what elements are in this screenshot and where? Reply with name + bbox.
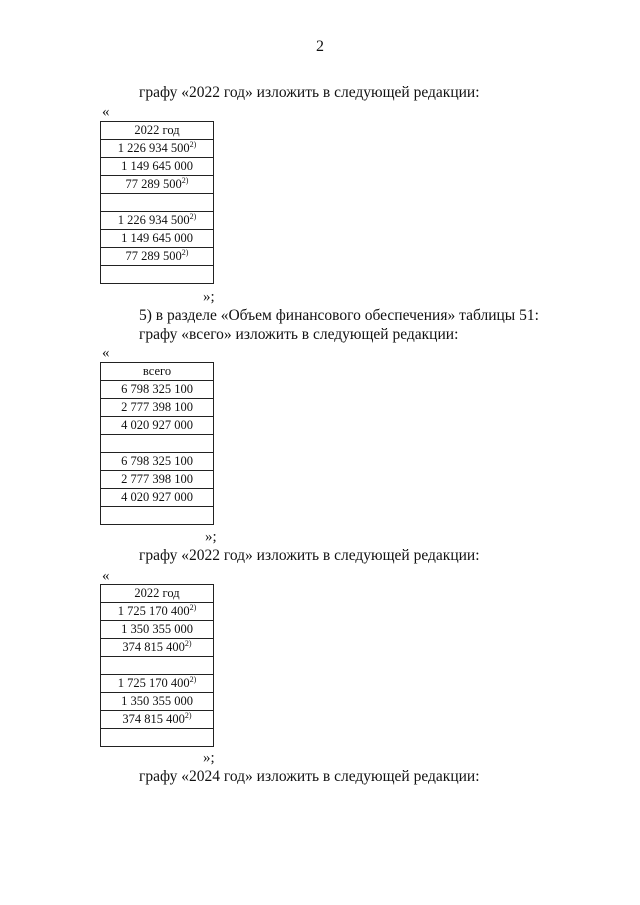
table-cell: 1 725 170 400$^{2)}$ — [101, 603, 214, 621]
table-cell: 6 798 325 100 — [101, 453, 214, 471]
table-cell: 1 226 934 500$^{2)}$ — [101, 140, 214, 158]
block-1-open-quote: « — [102, 104, 110, 120]
table-header: всего — [101, 363, 214, 381]
page-number: 2 — [316, 38, 324, 55]
table-cell: 4 020 927 000 — [101, 489, 214, 507]
table-cell: 77 289 500$^{2)}$ — [101, 248, 214, 266]
table-header: 2022 год — [101, 585, 214, 603]
table-cell — [101, 657, 214, 675]
table-cell: 1 149 645 000 — [101, 230, 214, 248]
block-3-open-quote: « — [102, 568, 110, 584]
table-cell: 2 777 398 100 — [101, 471, 214, 489]
block-1-table — [100, 121, 214, 284]
table-cell: 1 226 934 500$^{2)}$ — [101, 212, 214, 230]
table-cell — [101, 729, 214, 747]
table-cell: 374 815 400$^{2)}$ — [101, 639, 214, 657]
block-2-open-quote: « — [102, 345, 110, 361]
block-1-intro: графу «2022 год» изложить в следующей редакции: — [139, 84, 480, 101]
block-3-intro: графу «2022 год» изложить в следующей редакции: — [139, 547, 480, 564]
table-cell — [101, 435, 214, 453]
table-cell: 1 725 170 400$^{2)}$ — [101, 675, 214, 693]
table-cell — [101, 266, 214, 284]
section-5-intro: 5) в разделе «Объем финансового обеспечения» таблицы 51: — [139, 307, 539, 324]
table-cell: 1 350 355 000 — [101, 621, 214, 639]
table-header: 2022 год — [101, 122, 214, 140]
block-3-close-quote: »; — [203, 750, 215, 766]
table-cell: 1 350 355 000 — [101, 693, 214, 711]
table-cell — [101, 194, 214, 212]
final-intro: графу «2024 год» изложить в следующей редакции: — [139, 768, 480, 785]
table-cell: 6 798 325 100 — [101, 381, 214, 399]
table-cell: 1 149 645 000 — [101, 158, 214, 176]
block-3-table — [100, 584, 214, 747]
block-1-close-quote: »; — [203, 289, 215, 305]
table-cell: 374 815 400$^{2)}$ — [101, 711, 214, 729]
table-cell: 77 289 500$^{2)}$ — [101, 176, 214, 194]
block-2-intro: графу «всего» изложить в следующей редакции: — [139, 326, 459, 343]
table-cell — [101, 507, 214, 525]
block-2-close-quote: »; — [205, 529, 217, 545]
table-cell: 2 777 398 100 — [101, 399, 214, 417]
table-cell: 4 020 927 000 — [101, 417, 214, 435]
block-2-table — [100, 362, 214, 525]
